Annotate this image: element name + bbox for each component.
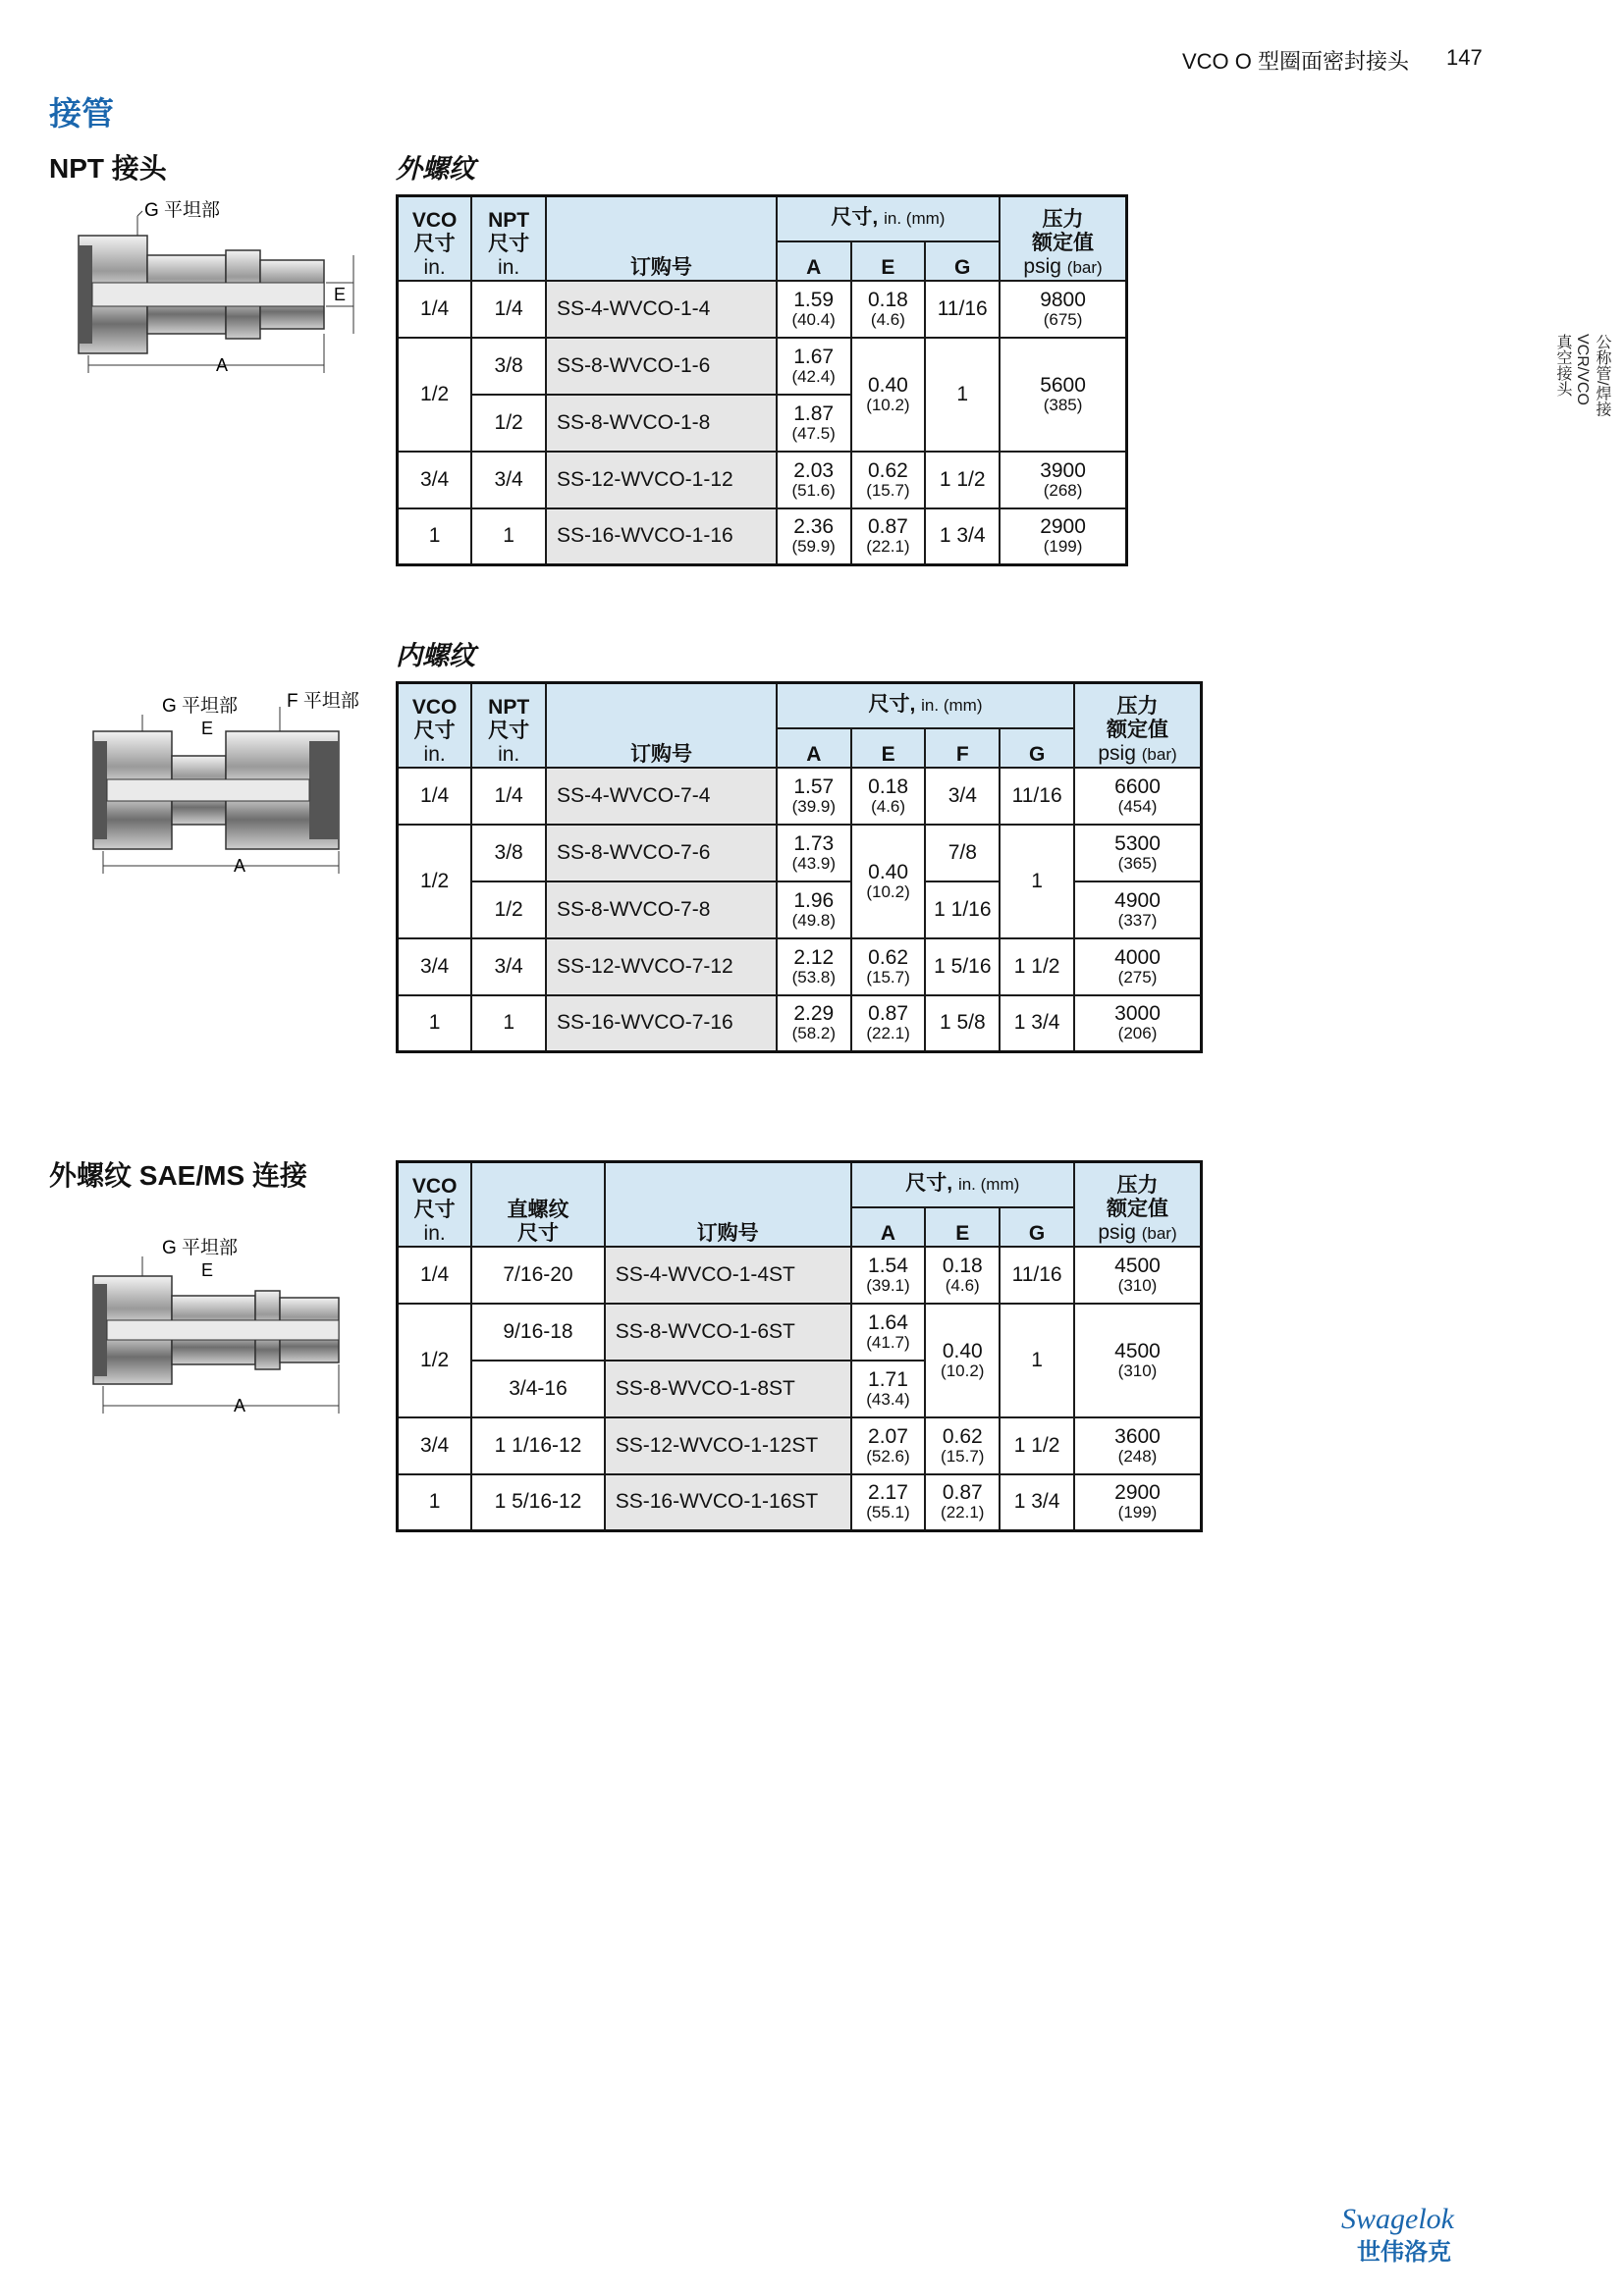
cell-text: 2.36 bbox=[793, 515, 835, 539]
cell-text: 尺寸 bbox=[488, 719, 530, 742]
cell-text: in. bbox=[423, 742, 446, 766]
metric-value: (365) bbox=[1117, 853, 1158, 873]
cell-text: 2.12 bbox=[793, 945, 835, 969]
cell-text: VCO bbox=[411, 695, 458, 719]
cell-text: 2.29 bbox=[793, 1002, 835, 1026]
table-cell: 3/4 bbox=[471, 938, 546, 995]
col-g: G bbox=[925, 241, 1000, 281]
table-cell: 1 bbox=[1000, 825, 1074, 938]
cell-text: 0.87 bbox=[867, 515, 908, 539]
table-cell: 1 1/2 bbox=[1000, 1417, 1074, 1474]
table-cell bbox=[777, 768, 851, 825]
cell-text: 0.40 bbox=[868, 860, 909, 883]
metric-value: (4.6) bbox=[870, 309, 905, 329]
page-number: 147 bbox=[1446, 45, 1483, 70]
cell-text: 尺寸 bbox=[517, 1221, 559, 1245]
table-cell: 1/4 bbox=[398, 768, 472, 825]
table-cell: 3/4 bbox=[925, 768, 1000, 825]
cell-text: in. (mm) bbox=[921, 696, 983, 716]
table-cell: 1/2 bbox=[398, 825, 472, 938]
table-cell: 1/4 bbox=[471, 768, 546, 825]
npt-female-drawing bbox=[88, 687, 383, 883]
table-cell bbox=[1000, 338, 1126, 452]
table-cell bbox=[777, 338, 851, 395]
metric-value: (275) bbox=[1117, 967, 1158, 987]
table-cell: 1 1/16 bbox=[925, 881, 1000, 938]
cell-text: 0.62 bbox=[942, 1424, 983, 1448]
table-header-cell bbox=[471, 683, 546, 768]
table-row bbox=[398, 1247, 1202, 1304]
npt-title: NPT 接头 bbox=[49, 153, 167, 184]
table-row bbox=[398, 452, 1127, 508]
cell-text: 1.67 bbox=[793, 345, 835, 368]
metric-value: (22.1) bbox=[866, 1024, 910, 1043]
metric-value: (39.1) bbox=[866, 1275, 910, 1295]
table-cell bbox=[925, 1417, 1000, 1474]
npt-male-e-label: E bbox=[334, 285, 347, 304]
table-cell bbox=[851, 825, 926, 938]
cell-text: 压力 bbox=[1042, 207, 1084, 231]
table-cell: 3/4 bbox=[398, 938, 472, 995]
cell-text: psig bbox=[1023, 254, 1061, 278]
cell-text: 尺寸 bbox=[413, 1198, 456, 1221]
table-row bbox=[398, 1417, 1202, 1474]
table-cell: 3/4 bbox=[471, 452, 546, 508]
metric-value: (53.8) bbox=[791, 967, 836, 987]
metric-value: (206) bbox=[1117, 1024, 1158, 1043]
metric-value: (15.7) bbox=[941, 1446, 985, 1466]
table-cell: SS-8-WVCO-1-8 bbox=[546, 395, 777, 452]
cell-text: 3900 bbox=[1040, 458, 1086, 482]
table-cell bbox=[1074, 768, 1201, 825]
col-vco bbox=[398, 196, 472, 281]
cell-text: 尺寸, bbox=[831, 206, 879, 230]
cell-text: 4900 bbox=[1114, 888, 1161, 912]
metric-value: (58.2) bbox=[791, 1024, 836, 1043]
header-title: VCO O 型圈面密封接头 bbox=[1182, 49, 1410, 74]
metric-value: (41.7) bbox=[866, 1332, 910, 1352]
cell-text: in. bbox=[498, 742, 520, 766]
table-cell: 1/4 bbox=[398, 1247, 472, 1304]
table-cell: 1 bbox=[398, 1474, 472, 1531]
table-cell bbox=[1074, 825, 1201, 881]
table-cell: SS-16-WVCO-1-16 bbox=[546, 508, 777, 565]
table-cell bbox=[1074, 1247, 1202, 1304]
npt-female-f-label: F 平坦部 bbox=[287, 691, 359, 712]
table-cell: SS-8-WVCO-7-8 bbox=[546, 881, 777, 938]
side-tab[interactable] bbox=[1532, 334, 1610, 416]
metric-value: (15.7) bbox=[866, 967, 910, 987]
cell-text: 3000 bbox=[1114, 1002, 1161, 1026]
cell-text: 2900 bbox=[1114, 1481, 1161, 1505]
table-cell: 1/4 bbox=[471, 281, 546, 338]
cell-text: VCO bbox=[411, 208, 458, 232]
metric-value: (310) bbox=[1117, 1361, 1158, 1380]
cell-text: 1.73 bbox=[793, 831, 835, 855]
metric-value: (52.6) bbox=[866, 1446, 910, 1466]
table-header-row bbox=[398, 683, 1202, 728]
npt-male-table bbox=[396, 194, 1128, 566]
table-cell: SS-4-WVCO-1-4ST bbox=[605, 1247, 851, 1304]
cell-text: 0.62 bbox=[867, 458, 908, 482]
table-cell: 1/2 bbox=[471, 395, 546, 452]
table-cell: 3/8 bbox=[471, 338, 546, 395]
cell-text: in. (mm) bbox=[884, 209, 946, 229]
table-header-cell: A bbox=[777, 728, 851, 768]
metric-value: (59.9) bbox=[791, 537, 836, 557]
table-header-cell bbox=[1074, 1162, 1202, 1247]
col-dim bbox=[777, 196, 1000, 241]
table-cell: 7/16-20 bbox=[471, 1247, 604, 1304]
sae-table bbox=[396, 1160, 1203, 1532]
cell-text: 2.17 bbox=[868, 1481, 908, 1505]
table-header-cell bbox=[471, 1162, 604, 1247]
table-cell bbox=[1074, 1417, 1202, 1474]
female-thread-title: 内螺纹 bbox=[396, 641, 475, 670]
logo-text: Swagelok bbox=[1341, 2203, 1454, 2235]
table-row bbox=[398, 338, 1127, 395]
table-cell: 1 bbox=[398, 995, 472, 1052]
table-cell: SS-12-WVCO-1-12 bbox=[546, 452, 777, 508]
table-cell: 1 bbox=[1000, 1304, 1074, 1417]
cell-text: in. bbox=[498, 255, 520, 279]
cell-text: 尺寸 bbox=[413, 232, 456, 255]
metric-value: (22.1) bbox=[941, 1503, 985, 1522]
col-e: E bbox=[851, 241, 926, 281]
cell-text: 额定值 bbox=[1032, 231, 1095, 254]
cell-text: 额定值 bbox=[1107, 718, 1169, 741]
male-thread-title: 外螺纹 bbox=[396, 154, 475, 184]
table-row bbox=[398, 1474, 1202, 1531]
metric-value: (4.6) bbox=[871, 796, 906, 816]
table-header-cell: G bbox=[1000, 728, 1074, 768]
npt-male-drawing bbox=[59, 196, 373, 383]
table-header-cell bbox=[1074, 683, 1201, 768]
table-cell: 11/16 bbox=[1000, 1247, 1074, 1304]
cell-text: in. bbox=[423, 1221, 446, 1245]
metric-value: (39.9) bbox=[791, 796, 836, 816]
cell-text: 2.07 bbox=[868, 1424, 908, 1448]
sae-g-label: G 平坦部 bbox=[162, 1238, 239, 1258]
cell-text: 额定值 bbox=[1107, 1197, 1168, 1220]
table-cell: SS-12-WVCO-1-12ST bbox=[605, 1417, 851, 1474]
table-cell: 1/2 bbox=[398, 338, 472, 452]
metric-value: (42.4) bbox=[791, 366, 836, 386]
table-row bbox=[398, 825, 1202, 881]
cell-text: 1.96 bbox=[793, 888, 835, 912]
table-cell: 1 bbox=[471, 508, 546, 565]
table-cell bbox=[851, 938, 926, 995]
metric-value: (454) bbox=[1117, 796, 1158, 816]
table-cell bbox=[1074, 881, 1201, 938]
cell-text: psig bbox=[1098, 741, 1136, 765]
table-cell: SS-16-WVCO-7-16 bbox=[546, 995, 777, 1052]
table-cell: 1 3/4 bbox=[925, 508, 1000, 565]
cell-text: 6600 bbox=[1114, 774, 1161, 798]
metric-value: (385) bbox=[1043, 395, 1083, 414]
table-cell bbox=[851, 768, 926, 825]
table-row bbox=[398, 768, 1202, 825]
table-cell: SS-8-WVCO-1-6ST bbox=[605, 1304, 851, 1361]
table-header-cell: 订购号 bbox=[605, 1162, 851, 1247]
cell-text: 5600 bbox=[1040, 373, 1086, 397]
table-cell: 1 5/16-12 bbox=[471, 1474, 604, 1531]
cell-text: 1.54 bbox=[868, 1254, 908, 1277]
sae-a-label: A bbox=[234, 1396, 246, 1415]
cell-text: 4000 bbox=[1114, 945, 1161, 969]
cell-text: (bar) bbox=[1141, 1223, 1177, 1243]
col-order: 订购号 bbox=[546, 196, 777, 281]
table-cell bbox=[851, 452, 926, 508]
table-header-cell: E bbox=[925, 1207, 1000, 1247]
col-pressure bbox=[1000, 196, 1126, 281]
cell-text: in. (mm) bbox=[957, 1175, 1020, 1195]
table-cell: 11/16 bbox=[925, 281, 1000, 338]
table-cell: 1/4 bbox=[398, 281, 472, 338]
table-header-cell bbox=[398, 683, 472, 768]
cell-text: 9800 bbox=[1040, 288, 1086, 311]
table-cell bbox=[851, 338, 926, 452]
table-cell bbox=[925, 1247, 1000, 1304]
table-cell bbox=[851, 1474, 926, 1531]
metric-value: (199) bbox=[1117, 1503, 1158, 1522]
table-header-cell: A bbox=[851, 1207, 926, 1247]
table-cell: 1/2 bbox=[398, 1304, 472, 1417]
metric-value: (49.8) bbox=[791, 910, 836, 930]
table-cell: 11/16 bbox=[1000, 768, 1074, 825]
metric-value: (40.4) bbox=[791, 309, 836, 329]
cell-text: 0.18 bbox=[867, 288, 908, 311]
table-cell: 3/4-16 bbox=[471, 1361, 604, 1417]
table-cell: SS-8-WVCO-7-6 bbox=[546, 825, 777, 881]
table-cell: 1 5/8 bbox=[925, 995, 1000, 1052]
table-cell: 1 bbox=[471, 995, 546, 1052]
metric-value: (248) bbox=[1117, 1446, 1158, 1466]
table-cell bbox=[1074, 938, 1201, 995]
table-cell bbox=[1074, 1474, 1202, 1531]
table-cell: SS-16-WVCO-1-16ST bbox=[605, 1474, 851, 1531]
cell-text: 尺寸 bbox=[413, 719, 456, 742]
cell-text: (bar) bbox=[1141, 744, 1177, 764]
table-cell bbox=[1074, 1304, 1202, 1417]
metric-value: (675) bbox=[1043, 309, 1083, 329]
table-cell bbox=[925, 1304, 1000, 1417]
table-cell bbox=[777, 995, 851, 1052]
npt-female-table bbox=[396, 681, 1203, 1053]
table-cell bbox=[851, 995, 926, 1052]
table-header-cell bbox=[398, 1162, 472, 1247]
table-row bbox=[398, 508, 1127, 565]
table-header-cell: G bbox=[1000, 1207, 1074, 1247]
cell-text: 1.59 bbox=[793, 288, 835, 311]
cell-text: NPT bbox=[488, 208, 530, 232]
metric-value: (199) bbox=[1043, 537, 1083, 557]
table-row bbox=[398, 281, 1127, 338]
table-cell: 9/16-18 bbox=[471, 1304, 604, 1361]
table-cell: 1 3/4 bbox=[1000, 995, 1074, 1052]
table-header-cell: F bbox=[925, 728, 1000, 768]
table-cell: SS-4-WVCO-7-4 bbox=[546, 768, 777, 825]
table-cell: 3/4 bbox=[398, 1417, 472, 1474]
table-cell bbox=[777, 881, 851, 938]
table-cell bbox=[851, 1361, 926, 1417]
metric-value: (43.4) bbox=[866, 1389, 910, 1409]
table-cell: 1 bbox=[398, 508, 472, 565]
table-header-cell bbox=[851, 1162, 1074, 1207]
table-row bbox=[398, 1304, 1202, 1361]
cell-text: VCO bbox=[411, 1174, 458, 1198]
metric-value: (55.1) bbox=[866, 1503, 910, 1522]
cell-text: 4500 bbox=[1114, 1254, 1161, 1277]
metric-value: (47.5) bbox=[791, 423, 836, 443]
cell-text: 0.87 bbox=[868, 1002, 909, 1026]
table-row bbox=[398, 995, 1202, 1052]
cell-text: 5300 bbox=[1114, 831, 1161, 855]
side-tab-line2: VCR/VCO bbox=[1574, 334, 1591, 405]
cell-text: 尺寸 bbox=[488, 232, 530, 255]
col-a: A bbox=[777, 241, 851, 281]
table-cell bbox=[777, 508, 851, 565]
table-cell bbox=[777, 452, 851, 508]
cell-text: 1.87 bbox=[793, 401, 835, 425]
metric-value: (310) bbox=[1117, 1275, 1158, 1295]
table-cell: 7/8 bbox=[925, 825, 1000, 881]
table-cell bbox=[777, 281, 851, 338]
cell-text: 尺寸, bbox=[905, 1172, 953, 1196]
cell-text: 压力 bbox=[1116, 694, 1159, 718]
metric-value: (10.2) bbox=[941, 1361, 985, 1380]
table-cell bbox=[851, 281, 926, 338]
table-cell: SS-8-WVCO-1-8ST bbox=[605, 1361, 851, 1417]
cell-text: NPT bbox=[488, 695, 530, 719]
cell-text: 2.03 bbox=[793, 458, 835, 482]
table-cell bbox=[851, 508, 926, 565]
cell-text: 2900 bbox=[1040, 515, 1086, 539]
table-cell bbox=[925, 1474, 1000, 1531]
metric-value: (51.6) bbox=[791, 480, 836, 500]
table-row bbox=[398, 881, 1202, 938]
cell-text: 3600 bbox=[1114, 1424, 1161, 1448]
cell-text: 4500 bbox=[1114, 1339, 1161, 1362]
sae-drawing bbox=[88, 1227, 383, 1423]
metric-value: (10.2) bbox=[866, 881, 910, 901]
cell-text: 1.64 bbox=[868, 1310, 908, 1334]
table-cell: 1/2 bbox=[471, 881, 546, 938]
side-tab-line3: 真空接头 bbox=[1554, 334, 1571, 397]
cell-text: 0.18 bbox=[942, 1254, 983, 1277]
sae-e-label: E bbox=[201, 1260, 214, 1280]
table-cell: SS-12-WVCO-7-12 bbox=[546, 938, 777, 995]
npt-male-g-label: G 平坦部 bbox=[144, 200, 221, 221]
table-cell bbox=[777, 825, 851, 881]
sae-title: 外螺纹 SAE/MS 连接 bbox=[49, 1160, 307, 1191]
table-cell: 3/8 bbox=[471, 825, 546, 881]
section-title: 接管 bbox=[49, 95, 114, 132]
table-header-cell bbox=[777, 683, 1074, 728]
table-cell bbox=[1074, 995, 1201, 1052]
metric-value: (15.7) bbox=[866, 480, 910, 500]
table-cell: 1 1/2 bbox=[1000, 938, 1074, 995]
cell-text: (bar) bbox=[1066, 257, 1103, 277]
metric-value: (22.1) bbox=[866, 537, 910, 557]
table-cell bbox=[851, 1247, 926, 1304]
table-cell bbox=[851, 1417, 926, 1474]
cell-text: 0.62 bbox=[868, 945, 909, 969]
table-cell: 1 1/16-12 bbox=[471, 1417, 604, 1474]
cell-text: 压力 bbox=[1116, 1173, 1159, 1197]
table-cell bbox=[1000, 452, 1126, 508]
table-cell bbox=[777, 395, 851, 452]
cell-text: 0.40 bbox=[942, 1339, 983, 1362]
table-header-cell: 订购号 bbox=[546, 683, 777, 768]
npt-male-a-label: A bbox=[216, 355, 229, 375]
logo-cn: 世伟洛克 bbox=[1357, 2238, 1451, 2266]
metric-value: (10.2) bbox=[866, 395, 910, 414]
npt-female-a-label: A bbox=[234, 856, 246, 876]
cell-text: in. bbox=[423, 255, 446, 279]
table-cell: SS-8-WVCO-1-6 bbox=[546, 338, 777, 395]
cell-text: 0.40 bbox=[867, 373, 908, 397]
table-row bbox=[398, 938, 1202, 995]
table-header-row bbox=[398, 1162, 1202, 1207]
table-cell bbox=[851, 1304, 926, 1361]
cell-text: psig bbox=[1098, 1220, 1136, 1244]
table-cell: 1 3/4 bbox=[1000, 1474, 1074, 1531]
table-cell: SS-4-WVCO-1-4 bbox=[546, 281, 777, 338]
cell-text: 1.71 bbox=[868, 1367, 908, 1391]
col-npt bbox=[471, 196, 546, 281]
table-cell bbox=[777, 938, 851, 995]
cell-text: 0.18 bbox=[868, 774, 909, 798]
cell-text: 1.57 bbox=[793, 774, 835, 798]
cell-text: 0.87 bbox=[942, 1481, 983, 1505]
npt-female-e-label: E bbox=[201, 719, 214, 738]
swagelok-logo bbox=[1337, 2199, 1485, 2268]
table-cell: 1 bbox=[925, 338, 1000, 452]
npt-female-g-label: G 平坦部 bbox=[162, 696, 239, 717]
table-cell bbox=[1000, 508, 1126, 565]
cell-text: 直螺纹 bbox=[507, 1198, 569, 1221]
table-cell bbox=[1000, 281, 1126, 338]
table-cell: 1 5/16 bbox=[925, 938, 1000, 995]
table-header-cell: E bbox=[851, 728, 926, 768]
metric-value: (337) bbox=[1117, 910, 1158, 930]
metric-value: (43.9) bbox=[791, 853, 836, 873]
side-tab-line1: 公称管/焊接 bbox=[1594, 334, 1610, 417]
table-header-row bbox=[398, 196, 1127, 241]
table-cell: 1 1/2 bbox=[925, 452, 1000, 508]
table-cell: 3/4 bbox=[398, 452, 472, 508]
cell-text: 尺寸, bbox=[868, 693, 916, 717]
metric-value: (4.6) bbox=[945, 1275, 980, 1295]
metric-value: (268) bbox=[1043, 480, 1083, 500]
